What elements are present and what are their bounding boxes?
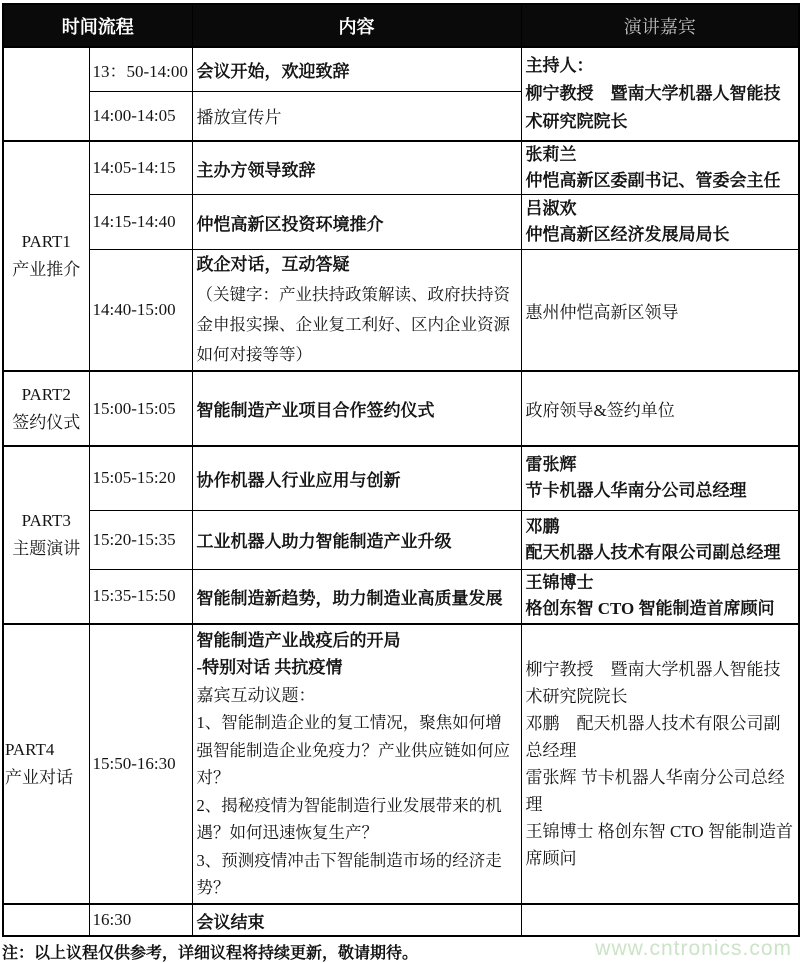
time-cell: 15:20-15:35 — [89, 510, 192, 569]
part2-name: 签约仪式 — [12, 412, 81, 432]
time-cell: 14:05-14:15 — [89, 141, 192, 195]
speaker-title: 配天机器人技术有限公司副总经理 — [525, 542, 781, 562]
panel-question-3: 3、预测疫情冲击下智能制造市场的经济走势？ — [196, 850, 502, 897]
speaker-host-label: 主持人： — [525, 56, 594, 75]
content-cell: 智能制造产业项目合作签约仪式 — [192, 371, 521, 446]
panel-speaker: 雷张辉 节卡机器人华南分公司总经理 — [525, 768, 785, 814]
panel-intro: 嘉宾互动议题： — [196, 685, 316, 705]
part-cell-part1 — [3, 141, 89, 371]
content-cell — [192, 624, 521, 904]
agenda-page — [0, 3, 800, 962]
panel-question-1: 1、智能制造企业的复工情况，聚焦如何增强智能制造企业免疫力？产业供应链如何应对？ — [196, 713, 510, 787]
page-footer — [2, 937, 798, 963]
part1-name: 产业推介 — [12, 260, 81, 279]
speaker-cell — [521, 624, 799, 904]
table-row — [3, 904, 799, 936]
table-row — [3, 141, 799, 195]
speaker-cell — [521, 446, 799, 510]
panel-title-1: 智能制造产业战疫后的开局 — [196, 630, 401, 650]
content-cell: 主办方领导致辞 — [192, 141, 521, 195]
speaker-title: 仲恺高新区经济发展局局长 — [525, 225, 730, 244]
time-cell: 13：50-14:00 — [89, 47, 192, 91]
content-cell: 会议结束 — [192, 904, 521, 936]
speaker-name: 王锦博士 — [525, 573, 594, 593]
table-row — [3, 446, 799, 510]
speaker-title: 格创东智 CTO 智能制造首席顾问 — [525, 599, 775, 619]
table-row — [3, 569, 799, 624]
time-cell: 15:50-16:30 — [89, 624, 192, 904]
speaker-name: 邓鹏 — [525, 516, 560, 536]
panel-speaker: 柳宁教授 暨南大学机器人智能技术研究院院长 — [525, 660, 781, 706]
speaker-name: 张莉兰 — [525, 145, 577, 164]
speaker-cell — [521, 510, 799, 569]
speaker-title: 节卡机器人华南分公司总经理 — [525, 481, 747, 501]
time-cell: 14:15-14:40 — [89, 195, 192, 250]
part3-code: PART3 — [21, 511, 71, 530]
part-cell-empty — [3, 47, 89, 141]
speaker-title: 仲恺高新区委副书记、管委会主任 — [525, 171, 781, 190]
speaker-cell — [521, 195, 799, 250]
header-content: 内容 — [192, 4, 521, 47]
time-cell: 15:05-15:20 — [89, 446, 192, 510]
panel-speaker: 邓鹏 配天机器人技术有限公司副总经理 — [525, 714, 781, 760]
part-cell-part2 — [3, 371, 89, 446]
panel-question-2: 2、揭秘疫情为智能制造行业发展带来的机遇？如何迅速恢复生产？ — [196, 795, 502, 842]
speaker-name: 雷张辉 — [525, 455, 577, 475]
time-cell: 16:30 — [89, 904, 192, 936]
site-watermark: www.cntronics.com — [595, 937, 792, 960]
part-cell-part4 — [3, 624, 89, 904]
part1-code: PART1 — [21, 232, 71, 251]
table-row — [3, 47, 799, 91]
time-cell: 15:35-15:50 — [89, 569, 192, 624]
disclaimer-note: 注：以上议程仅供参考，详细议程将持续更新，敬请期待。 — [2, 945, 419, 962]
content-cell: 协作机器人行业应用与创新 — [192, 446, 521, 510]
part-cell-part3 — [3, 446, 89, 624]
table-header-row — [3, 4, 799, 47]
header-time-flow: 时间流程 — [3, 4, 192, 47]
part4-name: 产业对话 — [5, 768, 73, 787]
time-cell: 14:00-14:05 — [89, 91, 192, 141]
content-cell: 工业机器人助力智能制造产业升级 — [192, 510, 521, 569]
table-row — [3, 195, 799, 250]
part4-code: PART4 — [5, 740, 55, 759]
speaker-cell — [521, 569, 799, 624]
agenda-table — [2, 3, 800, 937]
time-cell: 14:40-15:00 — [89, 250, 192, 372]
header-speakers: 演讲嘉宾 — [521, 4, 799, 47]
content-cell: 仲恺高新区投资环境推介 — [192, 195, 521, 250]
speaker-cell — [521, 141, 799, 195]
part2-code: PART2 — [21, 384, 71, 404]
content-title: 政企对话，互动答疑 — [196, 255, 350, 274]
table-row — [3, 250, 799, 372]
time-cell: 15:00-15:05 — [89, 371, 192, 446]
panel-title-2: -特别对话 共抗疫情 — [196, 658, 343, 677]
panel-speaker: 王锦博士 格创东智 CTO 智能制造首席顾问 — [525, 822, 793, 868]
part-cell-empty — [3, 904, 89, 936]
part3-name: 主题演讲 — [12, 539, 81, 558]
content-cell: 智能制造新趋势，助力制造业高质量发展 — [192, 569, 521, 624]
table-row — [3, 624, 799, 904]
speaker-name: 吕淑欢 — [525, 199, 577, 218]
content-cell: 会议开始，欢迎致辞 — [192, 47, 521, 91]
speaker-cell — [521, 904, 799, 936]
table-row — [3, 371, 799, 446]
content-cell — [192, 250, 521, 372]
speaker-cell: 政府领导&签约单位 — [521, 371, 799, 446]
content-cell: 播放宣传片 — [192, 91, 521, 141]
table-row — [3, 510, 799, 569]
speaker-cell — [521, 47, 799, 141]
speaker-host-name: 柳宁教授 暨南大学机器人智能技术研究院院长 — [525, 84, 781, 131]
content-detail: （关键字：产业扶持政策解读、政府扶持资金申报实操、企业复工利好、区内企业资源如何对接等等） — [196, 285, 510, 364]
speaker-cell: 惠州仲恺高新区领导 — [521, 250, 799, 372]
